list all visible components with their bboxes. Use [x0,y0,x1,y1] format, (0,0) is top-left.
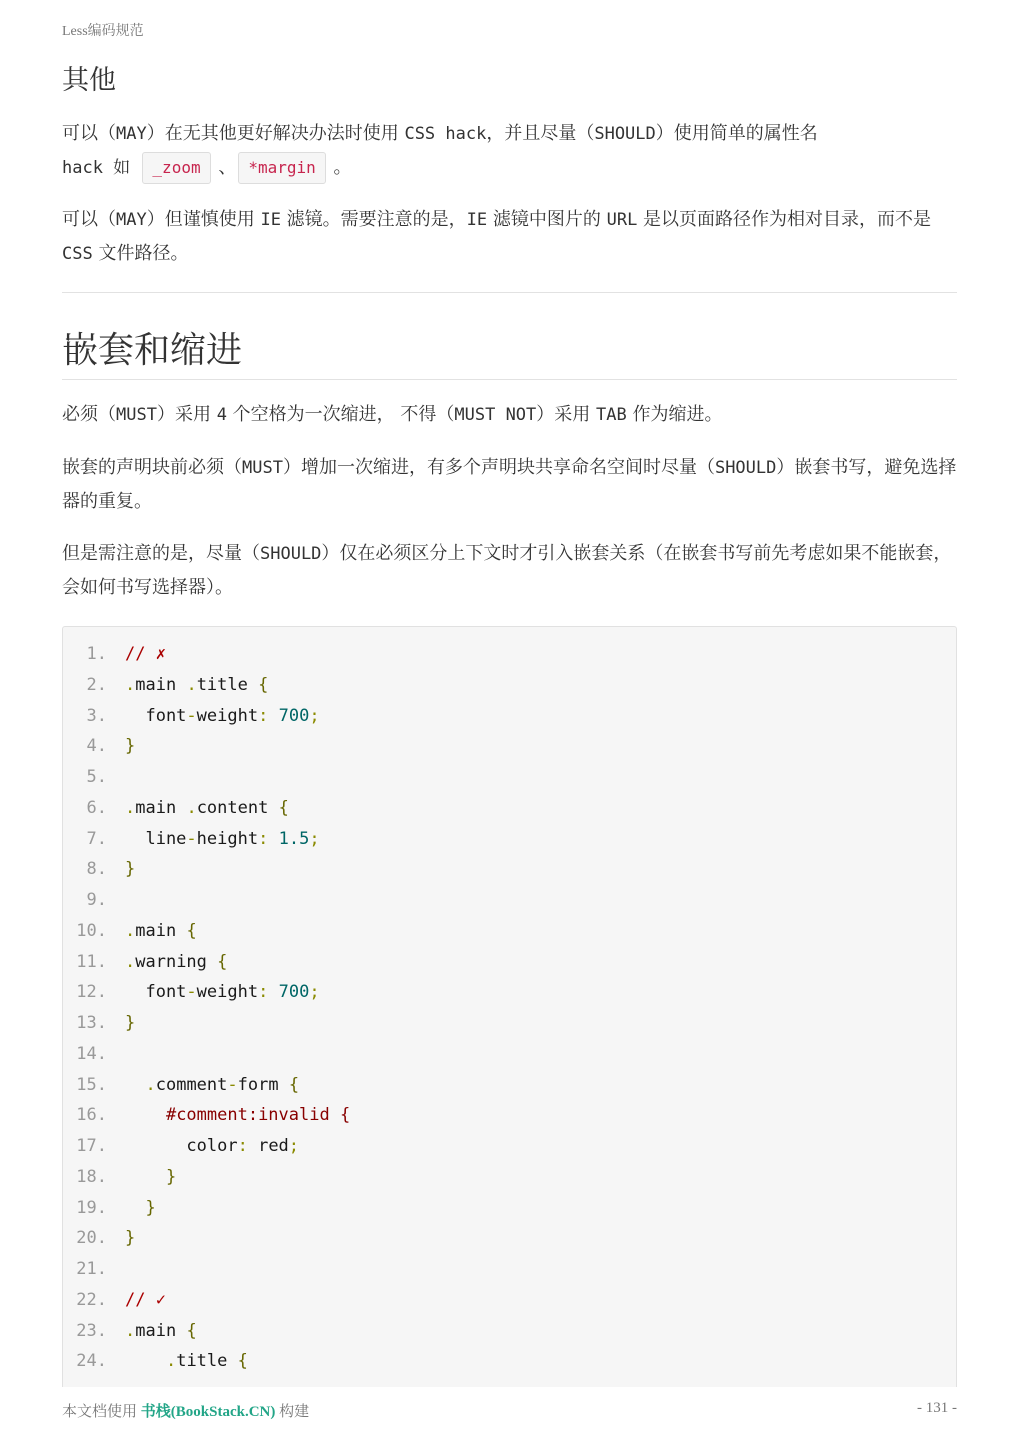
code-text: .main { [125,920,197,941]
line-number: 12. [76,982,107,1003]
line-number: 4. [86,736,107,757]
section-divider [62,292,957,293]
line-number: 7. [86,828,107,849]
paragraph-css-hack: 可以（MAY）在无其他更好解决办法时使用 CSS hack，并且尽量（SHOULD）使用简单的属性名 hack 如 _zoom 、 *margin 。 [62,117,957,185]
code-text: } [125,1228,136,1249]
line-number: 21. [76,1259,107,1279]
code-line [63,701,956,732]
line-number: 10. [76,920,107,941]
code-text: font-weight: 700; [125,705,320,726]
code-line [63,1193,956,1224]
code-text: // ✓ [125,1289,166,1310]
bookstack-link[interactable]: 书栈(BookStack.CN) [140,1404,276,1420]
code-block [62,626,957,1387]
line-number: 5. [86,767,107,787]
paragraph-ie-filter: 可以（MAY）但谨慎使用 IE 滤镜。需要注意的是，IE 滤镜中图片的 URL 是以页面路径作为相对目录，而不是 CSS 文件路径。 [62,209,932,264]
paragraph-nesting-rule: 嵌套的声明块前必须（MUST）增加一次缩进，有多个声明块共享命名空间时尽量（SHOULD）嵌套书写，避免选择器的重复。 [62,457,957,512]
code-line [63,885,956,916]
line-number: 18. [76,1166,107,1187]
code-lines [63,639,956,1377]
code-line [63,1223,956,1254]
code-text: .main .title { [125,674,269,695]
code-line [63,824,956,855]
code-text: .title { [165,1351,248,1372]
code-text: } [125,859,136,880]
code-line [63,1100,956,1131]
code-text: .main .content { [125,797,289,818]
inline-code-margin: *margin [238,152,325,184]
line-number: 3. [86,705,107,726]
page-number: - 131 - [917,1400,957,1416]
line-number: 20. [76,1228,107,1249]
line-number: 6. [86,797,107,818]
line-number: 23. [76,1320,107,1341]
footer-prefix: 本文档使用 [62,1404,141,1420]
paragraph-nesting-caution: 但是需注意的是，尽量（SHOULD）仅在必须区分上下文时才引入嵌套关系（在嵌套书写前先考虑如果不能嵌套，会如何书写选择器）。 [62,543,952,598]
code-line [63,854,956,885]
code-text: .warning { [125,951,228,972]
line-number: 17. [76,1136,107,1156]
code-line [63,670,956,701]
line-number: 14. [76,1043,107,1064]
code-text: line-height: 1.5; [125,828,320,849]
line-number: 16. [76,1105,107,1126]
paragraph-indent-rule: 必须（MUST）采用 4 个空格为一次缩进， 不得（MUST NOT）采用 TAB 作为缩进。 [62,404,723,425]
code-line [63,1346,956,1377]
code-text: .comment-form { [145,1074,300,1095]
line-number: 2. [86,674,107,695]
code-text: } [125,736,136,757]
footer [62,1400,957,1421]
code-text: .main { [125,1320,197,1341]
code-line [63,916,956,947]
code-text: color: red; [125,1136,300,1156]
code-line [63,1254,956,1285]
code-text: // ✗ [125,644,166,664]
code-line [63,947,956,978]
line-number: 13. [76,1013,107,1033]
code-line [63,1162,956,1193]
code-text: } [125,1013,136,1033]
line-number: 1. [86,644,107,664]
code-line [63,1070,956,1101]
code-line [63,793,956,824]
code-text: font-weight: 700; [125,982,320,1003]
running-header: Less编码规范 [62,24,144,39]
code-text: } [165,1166,177,1187]
line-number: 24. [76,1351,107,1372]
code-line [63,1285,956,1316]
line-number: 11. [76,951,107,972]
line-number: 8. [86,859,107,880]
line-number: 19. [76,1197,107,1218]
code-line [63,762,956,793]
code-line [63,1039,956,1070]
line-number: 15. [76,1074,107,1095]
line-number: 22. [76,1289,107,1310]
heading-underline [62,379,957,380]
code-line [63,731,956,762]
code-text: } [145,1197,156,1218]
inline-code-zoom: _zoom [142,152,210,184]
line-number: 9. [86,890,107,910]
section-heading-other: 其他 [62,65,116,96]
code-line [63,1316,956,1347]
section-heading-nesting: 嵌套和缩进 [62,330,243,371]
code-text: #comment:invalid { [165,1105,351,1126]
code-line [63,977,956,1008]
code-line [63,1131,956,1162]
code-line [63,1008,956,1039]
code-line [63,639,956,670]
footer-suffix: 构建 [275,1404,310,1420]
